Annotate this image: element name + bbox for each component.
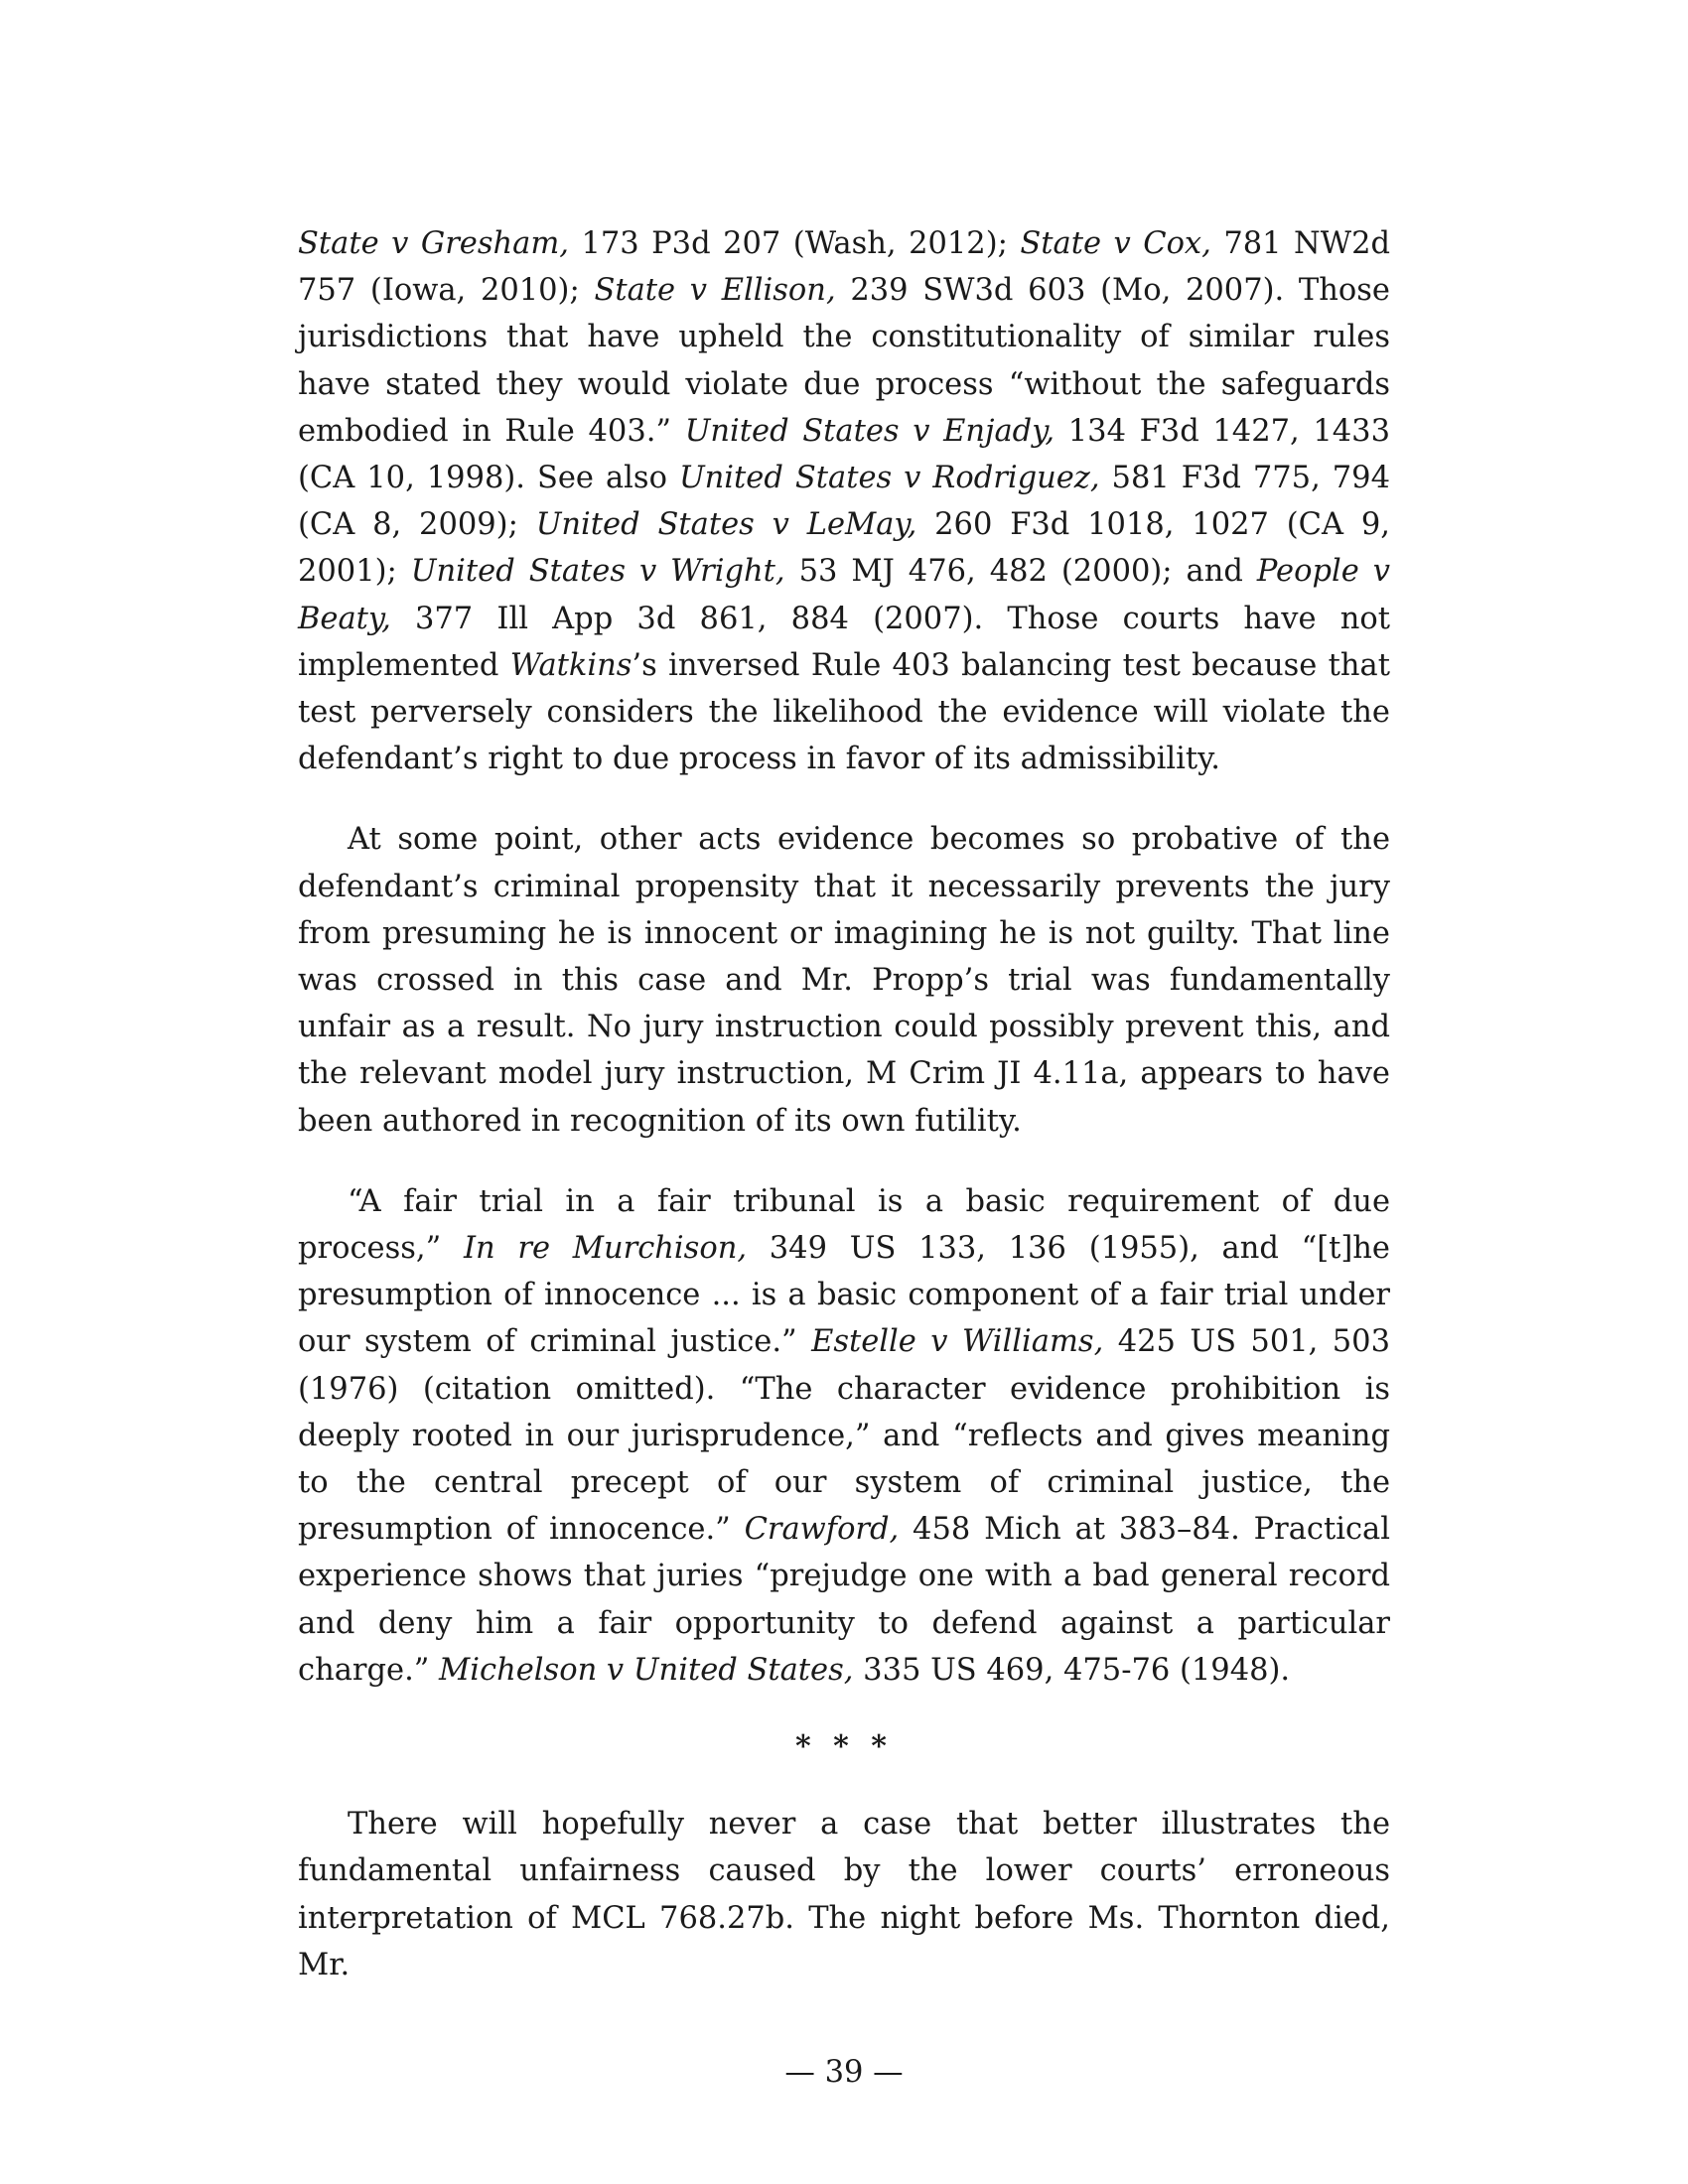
case-citation: Michelson v United States,: [439, 1652, 854, 1688]
text-segment: 335 US 469, 475-76 (1948).: [853, 1652, 1291, 1688]
case-citation: Crawford,: [744, 1512, 900, 1548]
paragraph-fair-trial: [298, 1178, 1390, 1694]
text-segment: 260 F3d 1018, 1027 (CA 9, 2001);: [298, 507, 1390, 590]
case-citation: State v Ellison,: [594, 273, 836, 309]
document-body: [298, 220, 1390, 1988]
text-segment: 239 SW3d 603 (Mo, 2007). Those jurisdictions that have upheld the constitutionality of similar rules have stated they would violate due process “without the safeguards embodied in Rule 403.”: [298, 273, 1390, 449]
section-separator: * * *: [795, 1729, 893, 1765]
case-citation: United States v Wright,: [410, 554, 785, 590]
text-segment: 377 Ill App 3d 861, 884 (2007). Those courts have not implemented: [298, 601, 1390, 683]
paragraph-propensity: [298, 816, 1390, 1144]
case-citation: United States v LeMay,: [535, 507, 917, 543]
text-segment: 53 MJ 476, 482 (2000); and: [784, 554, 1257, 590]
case-citation: State v Cox,: [1020, 226, 1211, 261]
text-segment: 458 Mich at 383–84. Practical experience shows that juries “prejudge one with a bad general record and deny him a fair opportunity to defend against a particular charge.”: [298, 1512, 1390, 1688]
text-segment: 134 F3d 1427, 1433 (CA 10, 1998). See also: [298, 413, 1390, 496]
case-citation: State v Gresham,: [298, 226, 569, 261]
case-citation: United States v Rodriguez,: [678, 461, 1100, 496]
text-segment: 425 US 501, 503 (1976) (citation omitted). “The character evidence prohibition is deeply rooted in our jurisprudence,” and “reflects and gives meaning to the central precept of our system of criminal justice, the presumption of innocence.”: [298, 1324, 1390, 1548]
page-number: — 39 —: [784, 2055, 904, 2090]
text-segment: 781 NW2d 757 (Iowa, 2010);: [298, 226, 1391, 309]
paragraph-conclusion: [298, 1801, 1390, 1988]
text-segment: 349 US 133, 136 (1955), and “[t]he presumption of innocence ... is a basic component of a fair trial under our system of criminal justice.”: [298, 1231, 1390, 1360]
case-citation: Estelle v Williams,: [811, 1324, 1104, 1360]
text-segment: “A fair trial in a fair tribunal is a basic requirement of due process,”: [298, 1183, 1390, 1267]
text-segment: ’s inversed Rule 403 balancing test because that test perversely considers the likelihood the evidence will violate the defendant’s right to due process in favor of its admissibility.: [298, 647, 1390, 777]
text-segment: At some point, other acts evidence becomes so probative of the defendant’s criminal propensity that it necessarily prevents the jury from presuming he is innocent or imagining he is not guilty. That line was crossed in this case and Mr. Propp’s trial was fundamentally unfair as a result. No jury instruction could possibly prevent this, and the relevant model jury instruction, M Crim JI 4.11a, appears to have been authored in recognition of its own futility.: [298, 822, 1390, 1139]
text-segment: 173 P3d 207 (Wash, 2012);: [568, 226, 1021, 261]
text-segment: 581 F3d 775, 794 (CA 8, 2009);: [298, 461, 1390, 543]
paragraph-citations: [298, 220, 1390, 782]
case-citation: People v Beaty,: [298, 554, 1390, 636]
text-segment: There will hopefully never a case that better illustrates the fundamental unfairness caused by the lower courts’ erroneous interpretation of MCL 768.27b. The night before Ms. Thornton died, Mr.: [298, 1807, 1390, 1982]
case-citation: United States v Enjady,: [684, 413, 1055, 449]
case-citation: In re Murchison,: [463, 1231, 748, 1267]
case-citation: Watkins: [509, 647, 633, 683]
